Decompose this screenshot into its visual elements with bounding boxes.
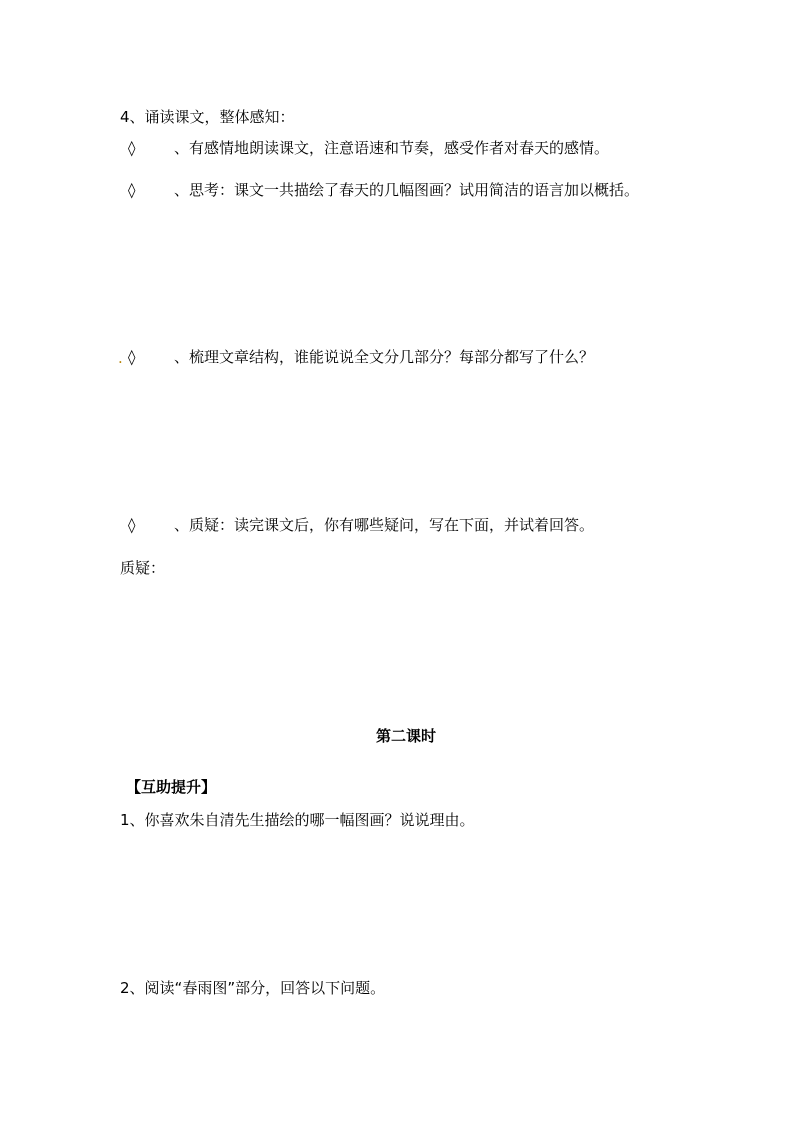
q4-heading: 4、诵读课文，整体感知： <box>120 108 295 126</box>
q2-text: 2、阅读“春雨图”部分，回答以下问题。 <box>120 979 386 997</box>
stray-mark: . <box>118 349 123 367</box>
mutual-help-heading: 【互助提升】 <box>126 778 217 796</box>
q4-item-1-text: 、有感情地朗读课文，注意语速和节奏，感受作者对春天的感情。 <box>174 139 610 157</box>
q4-item-3 <box>128 347 594 367</box>
q4-item-2-text: 、思考：课文一共描绘了春天的几幅图画？试用简洁的语言加以概括。 <box>174 181 640 199</box>
lesson2-title: 第二课时 <box>376 727 437 745</box>
question-label: 质疑： <box>120 559 166 577</box>
diamond-bullet-icon: ◊ <box>128 348 136 366</box>
diamond-bullet-icon: ◊ <box>128 139 136 157</box>
diamond-bullet-icon: ◊ <box>128 516 136 534</box>
diamond-bullet-icon: ◊ <box>128 181 136 199</box>
q4-item-3-text: 、梳理文章结构，谁能说说全文分几部分？每部分都写了什么？ <box>174 348 595 366</box>
q4-item-1 <box>128 138 609 158</box>
q4-item-4-text: 、质疑：读完课文后，你有哪些疑问，写在下面，并试着回答。 <box>174 516 595 534</box>
q4-item-4 <box>128 515 594 535</box>
q4-item-2 <box>128 180 639 200</box>
q1-text: 1、你喜欢朱自清先生描绘的哪一幅图画？说说理由。 <box>120 811 475 829</box>
